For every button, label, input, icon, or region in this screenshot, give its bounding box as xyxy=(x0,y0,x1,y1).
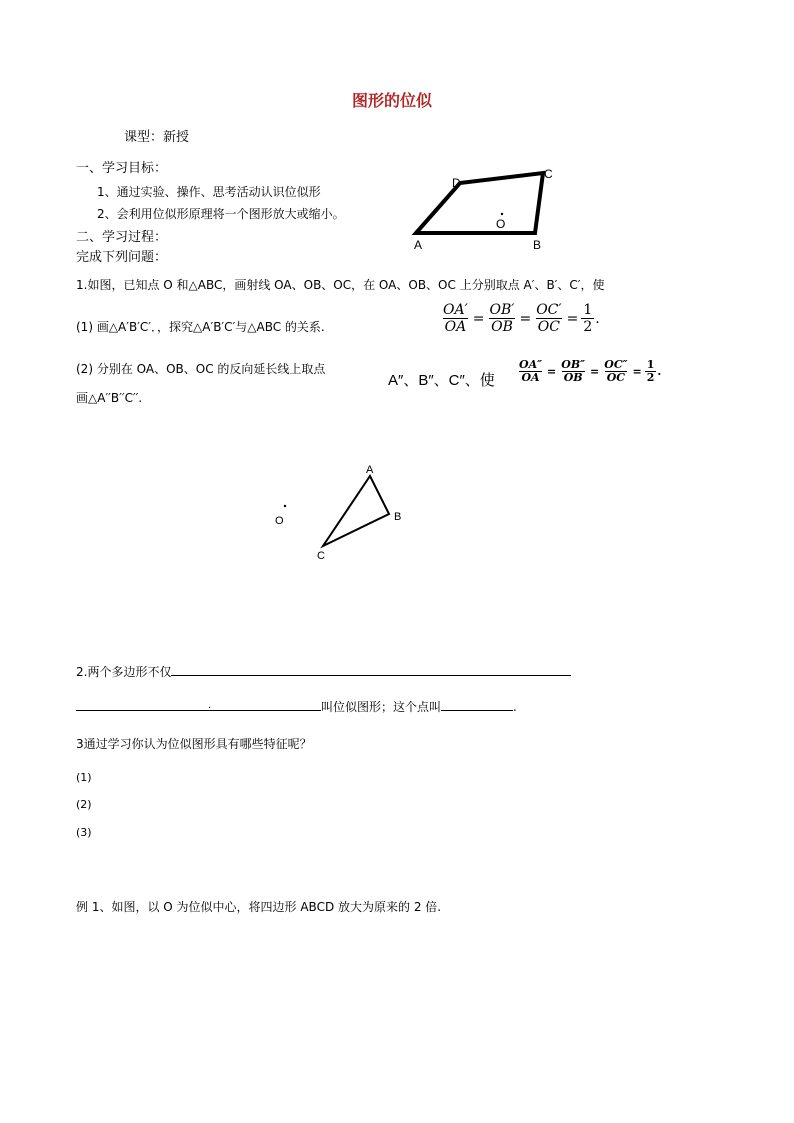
blank-line[interactable]: . xyxy=(76,697,321,711)
quadrilateral-abcd xyxy=(416,173,543,233)
q1-part2-line2: 画△A′′B′′C′′. xyxy=(76,391,143,405)
q1-part2-points: A″、B″、C″、使 xyxy=(388,372,495,389)
formula-ratio-2: $\frac{OA''}{OA}$ = $\frac{OB''}{OB}$ = $\frac{OC''}{OC}$ = $\frac{1}{2}$ . xyxy=(519,358,662,384)
triangle-abc xyxy=(323,476,389,546)
q2-mid: 叫位似图形；这个点叫 xyxy=(321,700,442,714)
formula-ratio-1: $\frac{OA'}{OA}$ = $\frac{OB'}{OB}$ = $\frac{OC'}{OC}$ = $\frac{1}{2}$ . xyxy=(443,302,600,335)
point-o xyxy=(501,213,503,215)
fraction: $\frac{OA''}{OA}$ xyxy=(519,358,543,384)
q2-line1 xyxy=(76,662,571,680)
example-1: 例 1、如图，以 O 为位似中心，将四边形 ABCD 放大为原来的 2 倍. xyxy=(76,900,442,914)
q3-item: (1) xyxy=(76,771,92,784)
objective-item: 2、会利用位似形原理将一个图形放大或缩小。 xyxy=(97,207,345,221)
q3-item: (3) xyxy=(76,826,92,839)
quadrilateral-figure xyxy=(405,165,565,255)
q1-intro: 1.如图，已知点 O 和△ABC，画射线 OA、OB、OC，在 OA、OB、OC 上分别取点 A′、B′、C′，使 xyxy=(76,278,605,292)
label-a: A xyxy=(366,464,374,476)
fraction: $\frac{OC''}{OC}$ xyxy=(604,358,628,384)
q3-question: 3通过学习你认为位似图形具有哪些特征呢？ xyxy=(76,737,312,751)
fraction: $\frac{OB''}{OB}$ xyxy=(561,358,586,384)
blank-line[interactable] xyxy=(171,662,571,676)
process-sub: 完成下列问题： xyxy=(76,250,168,265)
label-b: B xyxy=(394,511,402,523)
point-o xyxy=(284,505,286,507)
q2-end: . xyxy=(513,700,517,714)
label-d: D xyxy=(452,176,461,190)
fraction: $\frac{OA'}{OA}$ xyxy=(443,302,468,335)
triangle-figure xyxy=(268,458,418,568)
q2-start: 2.两个多边形不仅 xyxy=(76,665,172,679)
fraction: $\frac{OB'}{OB}$ xyxy=(489,302,515,335)
label-c: C xyxy=(317,550,325,562)
label-b: B xyxy=(533,238,542,252)
q3-item: (2) xyxy=(76,798,92,811)
course-type: 课型：新授 xyxy=(124,130,190,145)
q2-line2 xyxy=(76,697,517,715)
label-c: C xyxy=(544,167,553,181)
process-heading: 二、学习过程： xyxy=(76,230,168,245)
q1-part1: (1) 画△A′B′C′．，探究△A′B′C′与△ABC 的关系. xyxy=(76,320,325,334)
q1-part2-line1: (2) 分别在 OA、OB、OC 的反向延长线上取点 xyxy=(76,362,326,376)
objective-item: 1、通过实验、操作、思考活动认识位似形 xyxy=(97,185,321,199)
blank-line[interactable] xyxy=(441,697,513,711)
label-o: O xyxy=(496,217,506,231)
label-a: A xyxy=(414,238,423,252)
label-o: O xyxy=(275,515,284,527)
fraction: $\frac{OC'}{OC}$ xyxy=(536,302,562,335)
page-title: 图形的位似 xyxy=(352,91,433,110)
fraction: $\frac{1}{2}$ xyxy=(646,358,655,384)
fraction: $\frac{1}{2}$ xyxy=(583,302,593,335)
objectives-heading: 一、学习目标： xyxy=(76,161,168,176)
